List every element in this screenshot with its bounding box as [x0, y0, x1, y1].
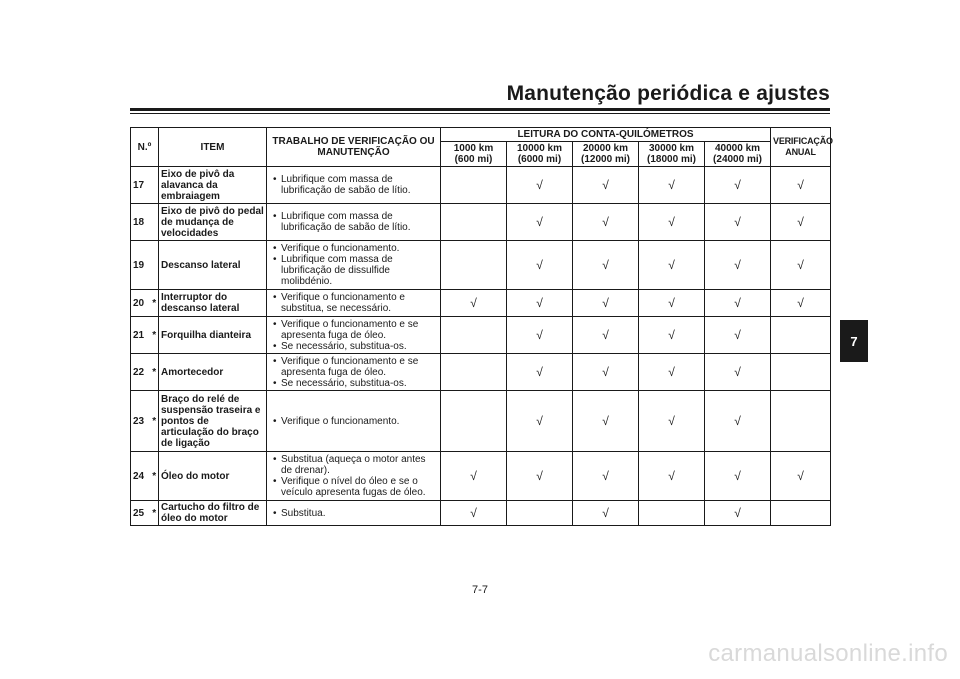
interval-check-cell	[441, 501, 507, 526]
title-rule-thin	[130, 113, 830, 114]
page-title: Manutenção periódica e ajustes	[506, 82, 830, 105]
check-mark-icon: √	[536, 468, 543, 483]
work-list	[269, 416, 438, 427]
interval-check-cell	[507, 354, 573, 391]
check-mark-icon: √	[536, 327, 543, 342]
header-interval-km: 30000 km	[648, 143, 695, 154]
annual-check-cell	[771, 241, 831, 290]
check-mark-icon: √	[668, 295, 675, 310]
check-mark-icon: √	[668, 327, 675, 342]
interval-check-cell	[705, 354, 771, 391]
interval-check-cell	[573, 204, 639, 241]
work-step: • Se necessário, substitua-os.	[269, 378, 438, 389]
row-work	[267, 204, 441, 241]
interval-check-cell	[507, 391, 573, 452]
check-mark-icon: √	[734, 413, 741, 428]
interval-check-cell	[705, 204, 771, 241]
check-mark-icon: √	[602, 505, 609, 520]
work-step: • Verifique o nível do óleo e se o veículo apresenta fugas de óleo.	[269, 476, 438, 498]
work-list	[269, 508, 438, 519]
check-mark-icon: √	[797, 468, 804, 483]
interval-check-cell	[441, 241, 507, 290]
row-dealer-mark: *	[151, 501, 159, 526]
row-number: 24	[131, 452, 151, 501]
check-mark-icon: √	[602, 257, 609, 272]
check-mark-icon: √	[797, 295, 804, 310]
work-list	[269, 174, 438, 196]
interval-check-cell	[639, 317, 705, 354]
row-work	[267, 241, 441, 290]
work-step: • Verifique o funcionamento.	[269, 243, 438, 254]
header-interval-mi: (24000 mi)	[713, 154, 762, 165]
work-step: • Verifique o funcionamento.	[269, 416, 438, 427]
check-mark-icon: √	[536, 214, 543, 229]
interval-check-cell	[573, 452, 639, 501]
check-mark-icon: √	[668, 214, 675, 229]
check-mark-icon: √	[536, 295, 543, 310]
check-mark-icon: √	[536, 177, 543, 192]
header-interval-km: 20000 km	[582, 143, 629, 154]
work-list	[269, 356, 438, 389]
interval-check-cell	[507, 452, 573, 501]
interval-check-cell	[639, 204, 705, 241]
work-list	[269, 292, 438, 314]
row-number: 22	[131, 354, 151, 391]
interval-check-cell	[573, 391, 639, 452]
header-num: N.º	[131, 128, 159, 167]
row-dealer-mark: *	[151, 317, 159, 354]
interval-check-cell	[639, 354, 705, 391]
check-mark-icon: √	[536, 413, 543, 428]
check-mark-icon: √	[602, 214, 609, 229]
annual-check-cell	[771, 204, 831, 241]
interval-check-cell	[573, 167, 639, 204]
interval-check-cell	[705, 501, 771, 526]
work-step: • Verifique o funcionamento e se apresenta fuga de óleo.	[269, 319, 438, 341]
header-odometer: LEITURA DO CONTA-QUILÓMETROS	[441, 128, 771, 142]
work-step: • Se necessário, substitua-os.	[269, 341, 438, 352]
check-mark-icon: √	[797, 177, 804, 192]
interval-check-cell	[441, 167, 507, 204]
table-row	[131, 501, 831, 526]
header-interval-km: 10000 km	[516, 143, 563, 154]
row-number: 25	[131, 501, 151, 526]
header-interval	[705, 142, 771, 167]
check-mark-icon: √	[470, 295, 477, 310]
interval-check-cell	[573, 317, 639, 354]
interval-check-cell	[507, 290, 573, 317]
work-step: • Lubrifique com massa de lubrificação de sabão de lítio.	[269, 174, 438, 196]
interval-check-cell	[639, 241, 705, 290]
interval-check-cell	[639, 452, 705, 501]
check-mark-icon: √	[734, 214, 741, 229]
interval-check-cell	[705, 391, 771, 452]
check-mark-icon: √	[602, 177, 609, 192]
row-item: Descanso lateral	[159, 241, 267, 290]
interval-check-cell	[441, 290, 507, 317]
header-item: ITEM	[159, 128, 267, 167]
row-item: Amortecedor	[159, 354, 267, 391]
row-dealer-mark	[151, 167, 159, 204]
interval-check-cell	[705, 452, 771, 501]
row-number: 21	[131, 317, 151, 354]
check-mark-icon: √	[797, 214, 804, 229]
interval-check-cell	[573, 501, 639, 526]
check-mark-icon: √	[734, 295, 741, 310]
row-item: Eixo de pivô da alavanca da embraiagem	[159, 167, 267, 204]
interval-check-cell	[441, 354, 507, 391]
row-number: 17	[131, 167, 151, 204]
annual-check-cell	[771, 290, 831, 317]
row-item: Forquilha dianteira	[159, 317, 267, 354]
annual-check-cell	[771, 167, 831, 204]
interval-check-cell	[507, 204, 573, 241]
header-interval	[441, 142, 507, 167]
header-interval-km: 1000 km	[453, 143, 494, 154]
check-mark-icon: √	[668, 413, 675, 428]
table-row	[131, 354, 831, 391]
header-work: TRABALHO DE VERIFICAÇÃO OU MANUTENÇÃO	[267, 128, 441, 167]
header-interval-mi: (600 mi)	[454, 154, 493, 165]
header-interval	[507, 142, 573, 167]
work-step: • Lubrifique com massa de lubrificação de dissulfide molibdénio.	[269, 254, 438, 287]
interval-check-cell	[441, 452, 507, 501]
row-dealer-mark: *	[151, 290, 159, 317]
interval-check-cell	[441, 317, 507, 354]
watermark-text: carmanualsonline.info	[708, 640, 948, 667]
table-row	[131, 167, 831, 204]
check-mark-icon: √	[734, 468, 741, 483]
header-interval	[573, 142, 639, 167]
interval-check-cell	[639, 391, 705, 452]
interval-check-cell	[507, 241, 573, 290]
header-interval	[639, 142, 705, 167]
interval-check-cell	[507, 317, 573, 354]
interval-check-cell	[573, 241, 639, 290]
work-step: • Substitua (aqueça o motor antes de drenar).	[269, 454, 438, 476]
row-item: Óleo do motor	[159, 452, 267, 501]
row-dealer-mark	[151, 204, 159, 241]
interval-check-cell	[705, 290, 771, 317]
header-interval-mi: (12000 mi)	[581, 154, 630, 165]
table-row	[131, 391, 831, 452]
row-work	[267, 452, 441, 501]
check-mark-icon: √	[668, 177, 675, 192]
annual-check-cell	[771, 501, 831, 526]
annual-check-cell	[771, 317, 831, 354]
interval-check-cell	[639, 501, 705, 526]
row-dealer-mark: *	[151, 391, 159, 452]
row-work	[267, 391, 441, 452]
interval-check-cell	[573, 290, 639, 317]
check-mark-icon: √	[668, 468, 675, 483]
check-mark-icon: √	[668, 364, 675, 379]
check-mark-icon: √	[734, 257, 741, 272]
check-mark-icon: √	[797, 257, 804, 272]
interval-check-cell	[705, 167, 771, 204]
work-list	[269, 211, 438, 233]
chapter-tab: 7	[840, 320, 868, 362]
row-work	[267, 167, 441, 204]
row-work	[267, 317, 441, 354]
work-list	[269, 454, 438, 498]
header-interval-mi: (18000 mi)	[647, 154, 696, 165]
table-row	[131, 290, 831, 317]
check-mark-icon: √	[470, 468, 477, 483]
annual-check-cell	[771, 354, 831, 391]
row-number: 20	[131, 290, 151, 317]
check-mark-icon: √	[536, 364, 543, 379]
maintenance-table	[130, 127, 831, 526]
check-mark-icon: √	[602, 295, 609, 310]
work-list	[269, 243, 438, 287]
interval-check-cell	[573, 354, 639, 391]
header-interval-km: 40000 km	[714, 143, 761, 154]
interval-check-cell	[639, 167, 705, 204]
interval-check-cell	[441, 391, 507, 452]
page-number: 7-7	[472, 584, 488, 596]
interval-check-cell	[441, 204, 507, 241]
interval-check-cell	[639, 290, 705, 317]
table-row	[131, 241, 831, 290]
interval-check-cell	[705, 241, 771, 290]
check-mark-icon: √	[602, 364, 609, 379]
check-mark-icon: √	[734, 364, 741, 379]
interval-check-cell	[507, 501, 573, 526]
table-row	[131, 317, 831, 354]
check-mark-icon: √	[668, 257, 675, 272]
table-row	[131, 204, 831, 241]
work-step: • Lubrifique com massa de lubrificação de sabão de lítio.	[269, 211, 438, 233]
row-number: 19	[131, 241, 151, 290]
check-mark-icon: √	[602, 327, 609, 342]
interval-check-cell	[705, 317, 771, 354]
table-row	[131, 452, 831, 501]
row-work	[267, 354, 441, 391]
header-interval-mi: (6000 mi)	[517, 154, 562, 165]
check-mark-icon: √	[602, 413, 609, 428]
row-dealer-mark: *	[151, 354, 159, 391]
check-mark-icon: √	[536, 257, 543, 272]
row-work	[267, 290, 441, 317]
work-list	[269, 319, 438, 352]
header-annual: VERIFICAÇÃO ANUAL	[771, 128, 831, 167]
check-mark-icon: √	[734, 505, 741, 520]
check-mark-icon: √	[734, 327, 741, 342]
row-item: Interruptor do descanso lateral	[159, 290, 267, 317]
interval-check-cell	[507, 167, 573, 204]
row-work	[267, 501, 441, 526]
row-dealer-mark: *	[151, 452, 159, 501]
check-mark-icon: √	[602, 468, 609, 483]
work-step: • Verifique o funcionamento e substitua, se necessário.	[269, 292, 438, 314]
work-step: • Verifique o funcionamento e se apresenta fuga de óleo.	[269, 356, 438, 378]
row-item: Cartucho do filtro de óleo do motor	[159, 501, 267, 526]
work-step: • Substitua.	[269, 508, 438, 519]
title-rule-thick	[130, 108, 830, 111]
check-mark-icon: √	[470, 505, 477, 520]
row-number: 18	[131, 204, 151, 241]
row-dealer-mark	[151, 241, 159, 290]
row-item: Braço do relé de suspensão traseira e pontos de articulação do braço de ligação	[159, 391, 267, 452]
row-item: Eixo de pivô do pedal de mudança de velocidades	[159, 204, 267, 241]
row-number: 23	[131, 391, 151, 452]
annual-check-cell	[771, 391, 831, 452]
check-mark-icon: √	[734, 177, 741, 192]
annual-check-cell	[771, 452, 831, 501]
